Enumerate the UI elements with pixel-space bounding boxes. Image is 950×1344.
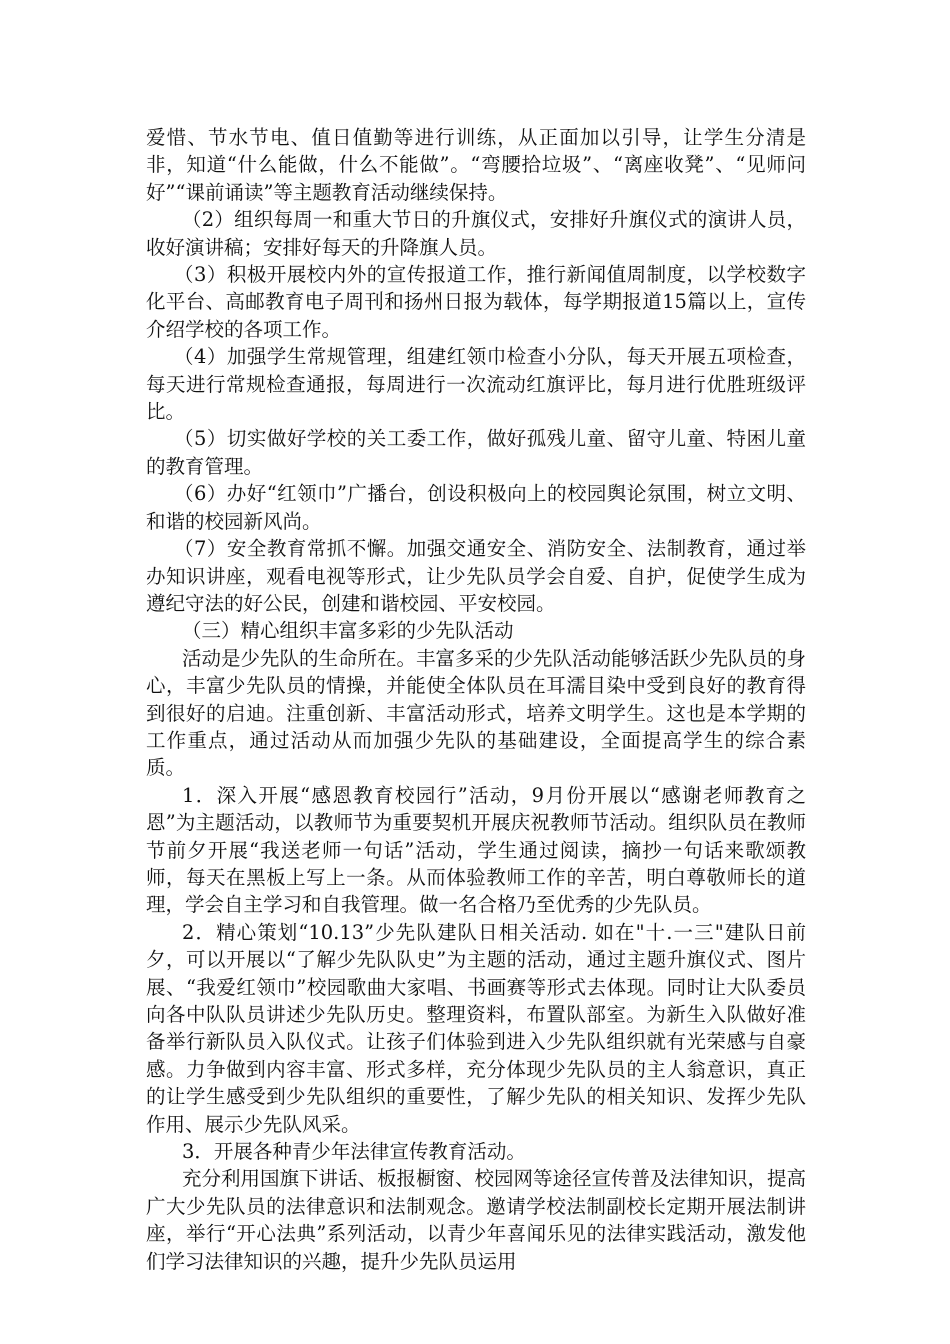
paragraph-activity-2: 2．精心策划“10.13”少先队建队日相关活动. 如在"十.一三"建队日前夕，可以开展以“了解少先队队史”为主题的活动，通过主题升旗仪式、图片展、“我爱红领巾”校园歌曲大家唱、书画赛等形式去体现。同时让大队委员向各中队队员讲述少先队历史。整理资料，布置队部室。为新生入队做好准备举行新队员入队仪式。让孩子们体验到进入少先队组织就有光荣感与自豪感。力争做到内容丰富、形式多样，充分体现少先队员的主人翁意识，真正的让学生感受到少先队组织的重要性，了解少先队的相关知识、发挥少先队作用、展示少先队风采。 (146, 920, 806, 1136)
paragraph-intro: 活动是少先队的生命所在。丰富多采的少先队活动能够活跃少先队员的身心，丰富少先队员的情操，并能使全体队员在耳濡目染中受到良好的教育得到很好的启迪。注重创新、丰富活动形式，培养文明学生。这也是本学期的工作重点，通过活动从而加强少先队的基础建设，全面提高学生的综合素质。 (146, 646, 807, 780)
paragraph-item-5: （5）切实做好学校的关工委工作，做好孤残儿童、留守儿童、特困儿童的教育管理。 (146, 427, 806, 478)
document-body (146, 124, 806, 1275)
paragraph-item-2: （2）组织每周一和重大节日的升旗仪式，安排好升旗仪式的演讲人员，收好演讲稿；安排好每天的升降旗人员。 (146, 208, 806, 259)
paragraph-continuation: 爱惜、节水节电、值日值勤等进行训练，从正面加以引导，让学生分清是非，知道“什么能做，什么不能做”。“弯腰拾垃圾”、“离座收凳”、“见师问好”“课前诵读”等主题教育活动继续保持。 (146, 126, 806, 204)
paragraph-item-6: （6）办好“红领巾”广播台，创设积极向上的校园舆论氛围，树立文明、和谐的校园新风尚。 (146, 482, 806, 533)
paragraph-activity-1: 1．深入开展“感恩教育校园行”活动，9月份开展以“感谢老师教育之恩”为主题活动，以教师节为重要契机开展庆祝教师节活动。组织队员在教师节前夕开展“我送老师一句话”活动，学生通过阅读，摘抄一句话来歌颂教师，每天在黑板上写上一条。从而体验教师工作的辛苦，明白尊敬师长的道理，学会自主学习和自我管理。做一名合格乃至优秀的少先队员。 (146, 783, 806, 917)
paragraph-item-4: （4）加强学生常规管理，组建红领巾检查小分队，每天开展五项检查，每天进行常规检查通报，每周进行一次流动红旗评比，每月进行优胜班级评比。 (146, 345, 806, 424)
section-heading: （三）精心组织丰富多彩的少先队活动 (182, 619, 514, 643)
paragraph-item-7: （7）安全教育常抓不懈。加强交通安全、消防安全、法制教育，通过举办知识讲座，观看电视等形式，让少先队员学会自爱、自护，促使学生成为遵纪守法的好公民，创建和谐校园、平安校园。 (146, 537, 806, 615)
paragraph-item-3: （3）积极开展校内外的宣传报道工作，推行新闻值周制度，以学校数字化平台、高邮教育电子周刊和扬州日报为载体，每学期报道15篇以上，宣传介绍学校的各项工作。 (146, 263, 806, 341)
paragraph-activity-3-body: 充分利用国旗下讲话、板报橱窗、校园网等途径宣传普及法律知识，提高广大少先队员的法律意识和法制观念。邀请学校法制副校长定期开展法制讲座，举行“开心法典”系列活动，以青少年喜闻乐见的法律实践活动，激发他们学习法律知识的兴趣，提升少先队员运用 (146, 1167, 807, 1273)
paragraph-activity-3-heading: 3．开展各种青少年法律宣传教育活动。 (182, 1140, 526, 1164)
